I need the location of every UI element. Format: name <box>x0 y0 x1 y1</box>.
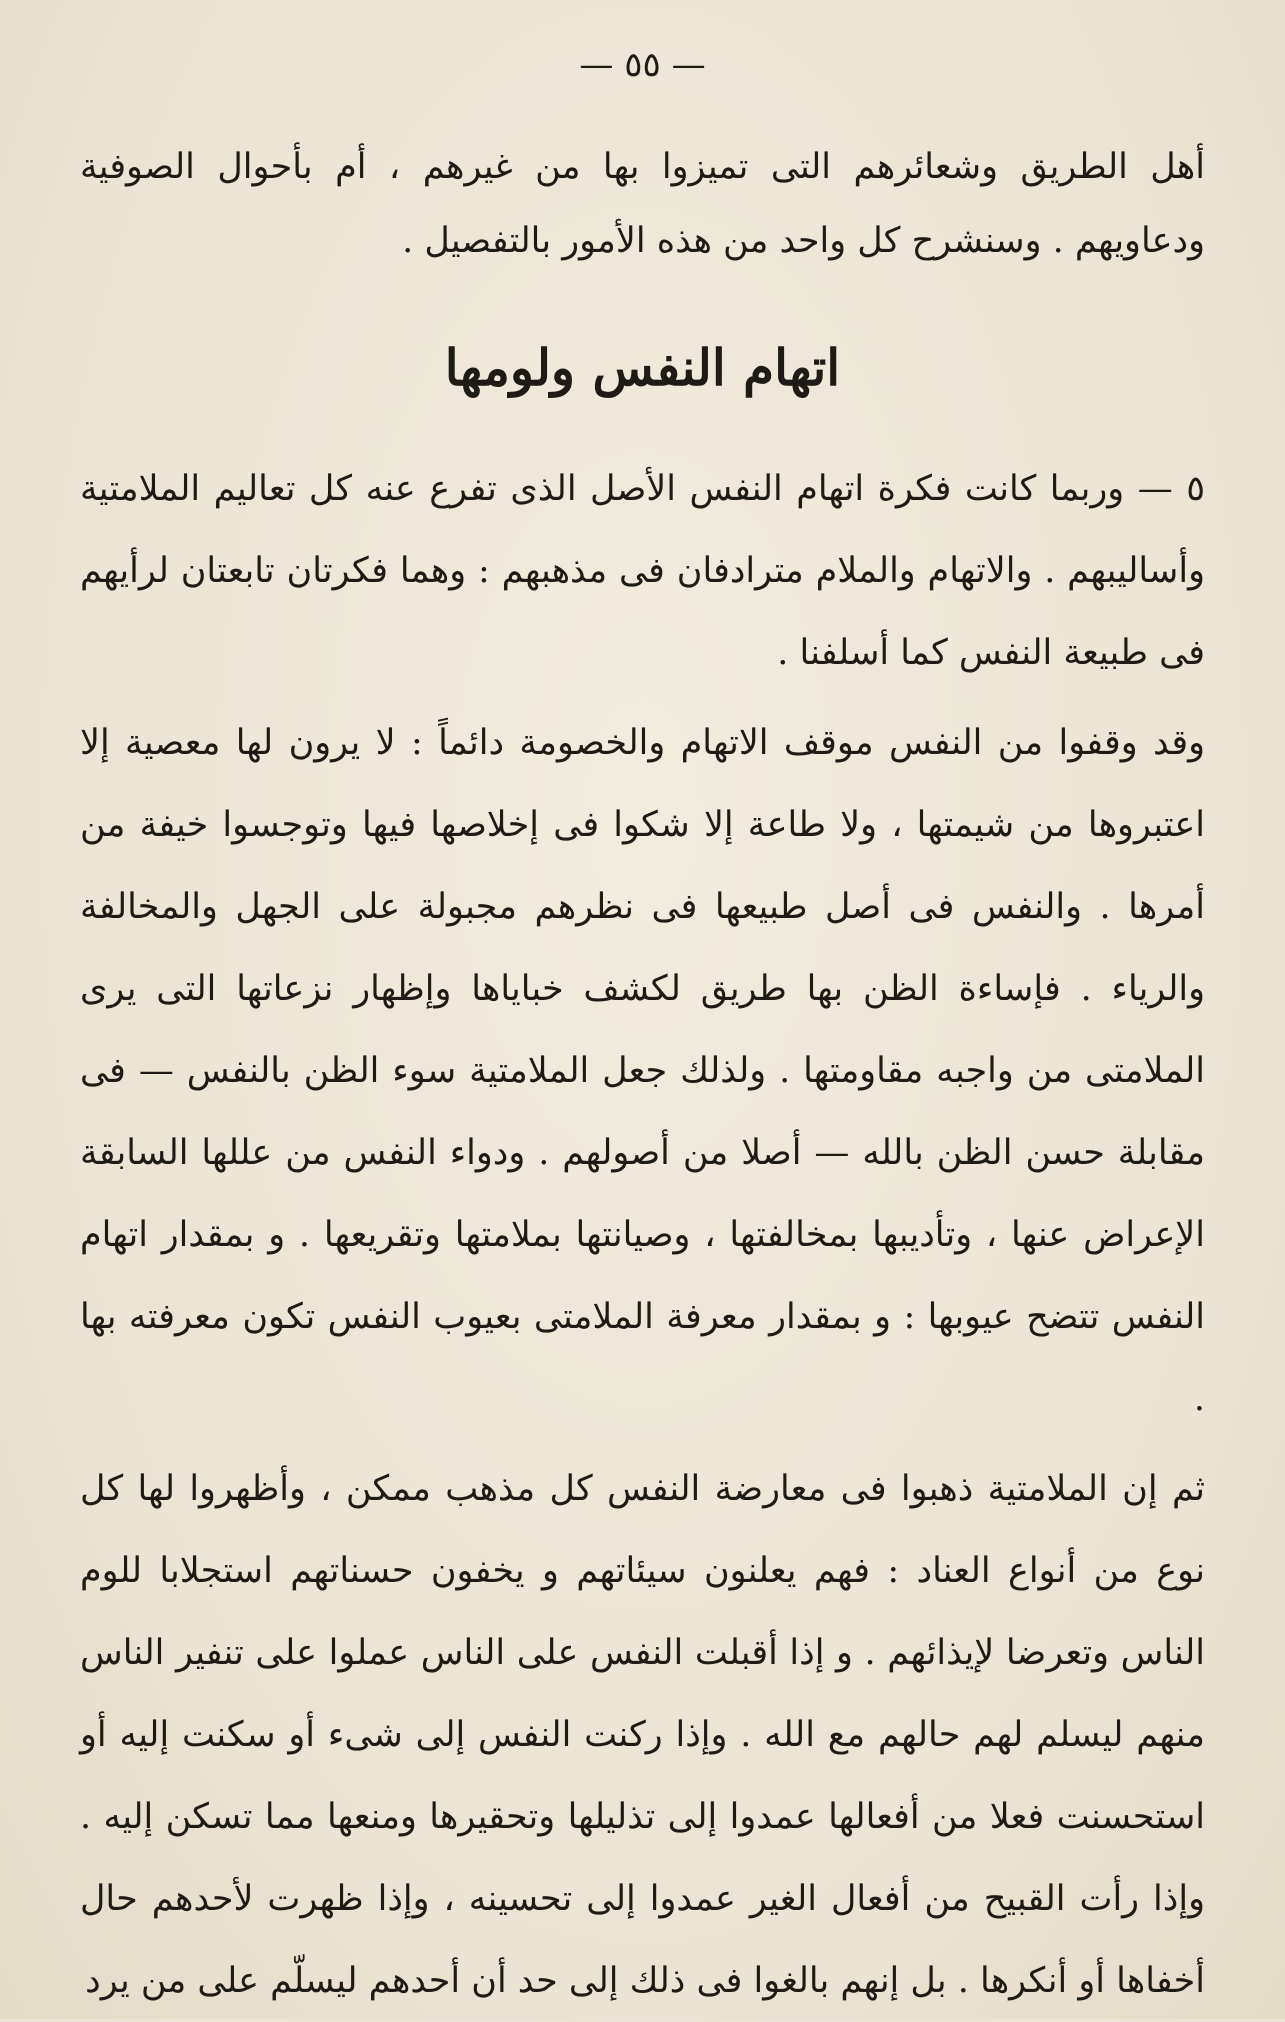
intro-paragraph: أهل الطريق وشعائرهم التى تميزوا بها من غيرهم ، أم بأحوال الصوفية ودعاويهم . وسنشرح كل واحد من هذه الأمور بالتفصيل . <box>80 147 1205 261</box>
paragraph-2: وقد وقفوا من النفس موقف الاتهام والخصومة دائماً : لا يرون لها معصية إلا اعتبروها من شيمتها ، ولا طاعة إلا شكوا فى إخلاصها فيها وتوجسوا خيفة من أمرها . والنفس فى أصل طبيعها فى نظرهم مجبولة على الجهل والمخالفة والرياء . فإساءة الظن بها طريق لكشف خباياها وإظهار نزعاتها التى يرى الملامتى من واجبه مقاومتها . ولذلك جعل الملامتية سوء الظن بالنفس — فى مقابلة حسن الظن بالله — أصلا من أصولهم . ودواء النفس من عللها السابقة الإعراض عنها ، وتأديبها بمخالفتها ، وصيانتها بملامتها وتقريعها . و بمقدار اتهام النفس تتضح عيوبها : و بمقدار معرفة الملامتى بعيوب النفس تكون معرفته بها . <box>80 723 1205 1419</box>
page-number: — ٥٥ — <box>579 45 706 85</box>
section-title: اتهام النفس ولومها <box>444 338 841 397</box>
paragraph-1: ٥ — وربما كانت فكرة اتهام النفس الأصل الذى تفرع عنه كل تعاليم الملامتية وأساليبهم . والاتهام والملام مترادفان فى مذهبهم : وهما فكرتان تابعتان لرأيهم فى طبيعة النفس كما أسلفنا . <box>80 469 1205 673</box>
paragraph-3: ثم إن الملامتية ذهبوا فى معارضة النفس كل مذهب ممكن ، وأظهروا لها كل نوع من أنواع العناد : فهم يعلنون سيئاتهم و يخفون حسناتهم استجلابا للوم الناس وتعرضا لإيذائهم . و إذا أقبلت النفس على الناس عملوا على تنفير الناس منهم ليسلم لهم حالهم مع الله . وإذا ركنت النفس إلى شىء أو سكنت إليه أو استحسنت فعلا من أفعالها عمدوا إلى تذليلها وتحقيرها ومنعها مما تسكن إليه . وإذا رأت القبيح من أفعال الغير عمدوا إلى تحسينه ، وإذا ظهرت لأحدهم حال أخفاها أو أنكرها . بل إنهم بالغوا فى ذلك إلى حد أن أحدهم ليسلّم على من يرد <box>80 1469 1205 2001</box>
